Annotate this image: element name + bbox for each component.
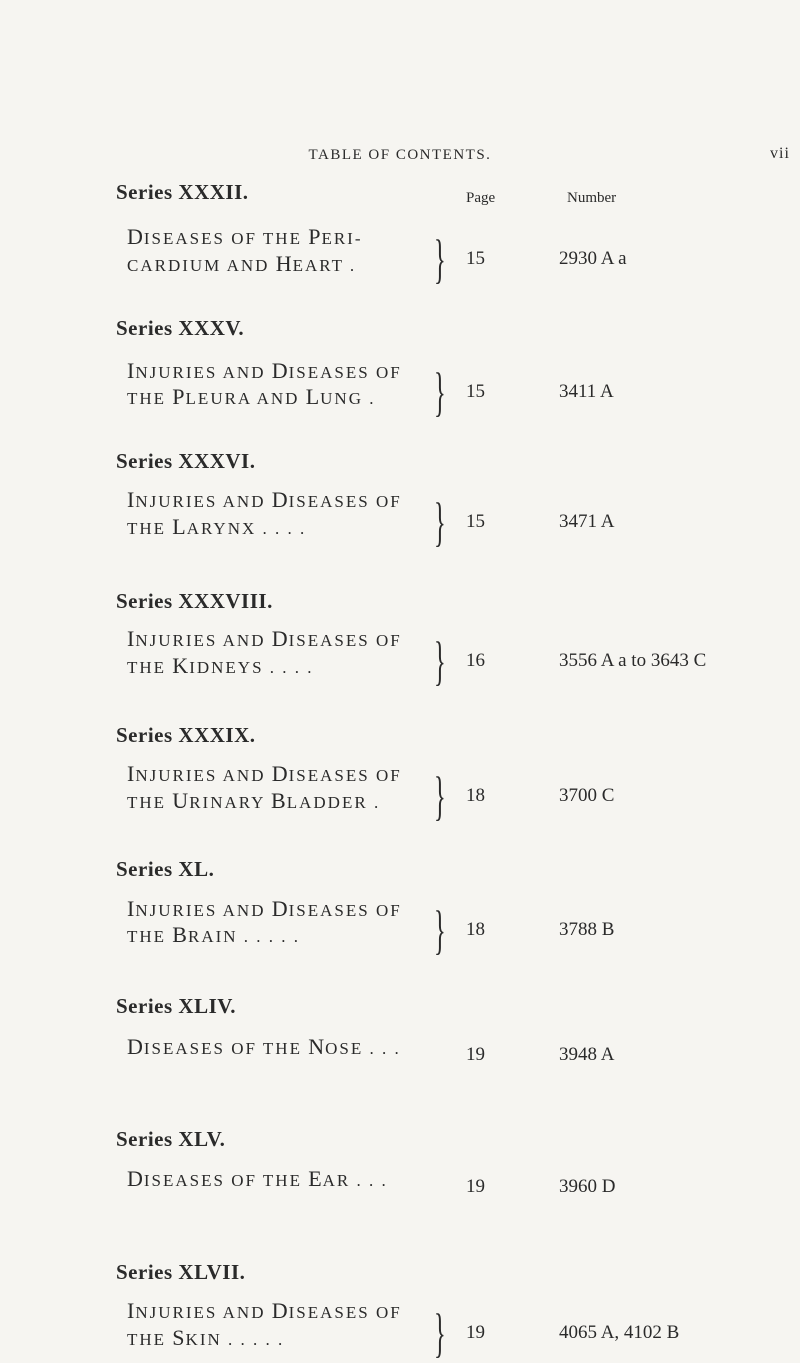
entry-title-line: INJURIES AND DISEASES OF — [127, 896, 402, 921]
entry-title-line: THE KIDNEYS . . . . — [127, 653, 314, 678]
series-heading: Series XXXIX. — [116, 723, 256, 747]
entry-page-number: 15 — [466, 381, 485, 402]
entry-title-line: DISEASES OF THE PERI- — [127, 224, 363, 249]
brace-glyph: } — [434, 900, 446, 960]
entry-page-number: 15 — [466, 248, 485, 269]
entry-page-number: 18 — [466, 785, 485, 806]
running-head: TABLE OF CONTENTS. — [308, 147, 492, 163]
entry-page-number: 19 — [466, 1322, 485, 1343]
entry-title-line: DISEASES OF THE EAR . . . — [127, 1166, 388, 1191]
entry-title-line: INJURIES AND DISEASES OF — [127, 1298, 402, 1323]
entry-catalogue-number: 3556 A a to 3643 C — [559, 650, 707, 671]
entry-page-number: 16 — [466, 650, 485, 671]
entry-title-line: INJURIES AND DISEASES OF — [127, 487, 402, 512]
entry-catalogue-number: 3700 C — [559, 785, 615, 806]
column-header-page: Page — [466, 190, 496, 206]
series-heading: Series XLIV. — [116, 994, 236, 1018]
entry-catalogue-number: 3960 D — [559, 1176, 616, 1197]
entry-page-number: 15 — [466, 511, 485, 532]
brace-glyph: } — [434, 766, 446, 826]
entry-title-line: INJURIES AND DISEASES OF — [127, 761, 402, 786]
entry-catalogue-number: 3471 A — [559, 511, 615, 532]
entry-title-line: CARDIUM AND HEART . — [127, 251, 357, 276]
column-header-number: Number — [567, 190, 617, 206]
series-heading: Series XXXV. — [116, 316, 245, 340]
entry-page-number: 19 — [466, 1044, 485, 1065]
series-heading: Series XXXVIII. — [116, 589, 273, 613]
entry-title-line: INJURIES AND DISEASES OF — [127, 626, 402, 651]
entry-page-number: 19 — [466, 1176, 485, 1197]
brace-glyph: } — [434, 492, 446, 552]
entry-title-line: DISEASES OF THE NOSE . . . — [127, 1034, 401, 1059]
entry-catalogue-number: 3788 B — [559, 919, 615, 940]
page-folio: vii — [770, 145, 790, 162]
brace-glyph: } — [434, 1303, 446, 1363]
entry-title-line: THE SKIN . . . . . — [127, 1325, 285, 1350]
entry-title-line: THE PLEURA AND LUNG . — [127, 384, 376, 409]
entry-page-number: 18 — [466, 919, 485, 940]
entry-catalogue-number: 3411 A — [559, 381, 614, 402]
entry-catalogue-number: 4065 A, 4102 B — [559, 1322, 680, 1343]
series-heading: Series XLVII. — [116, 1260, 246, 1284]
entry-title-line: THE BRAIN . . . . . — [127, 922, 301, 947]
entry-title-line: INJURIES AND DISEASES OF — [127, 358, 402, 383]
series-heading: Series XLV. — [116, 1127, 226, 1151]
entry-catalogue-number: 2930 A a — [559, 248, 627, 269]
brace-glyph: } — [434, 631, 446, 691]
series-heading: Series XXXII. — [116, 180, 249, 204]
brace-glyph: } — [434, 229, 446, 289]
series-heading: Series XL. — [116, 857, 215, 881]
brace-glyph: } — [434, 362, 446, 422]
entry-title-line: THE LARYNX . . . . — [127, 514, 307, 539]
series-heading: Series XXXVI. — [116, 449, 256, 473]
entry-catalogue-number: 3948 A — [559, 1044, 615, 1065]
entry-title-line: THE URINARY BLADDER . — [127, 788, 381, 813]
